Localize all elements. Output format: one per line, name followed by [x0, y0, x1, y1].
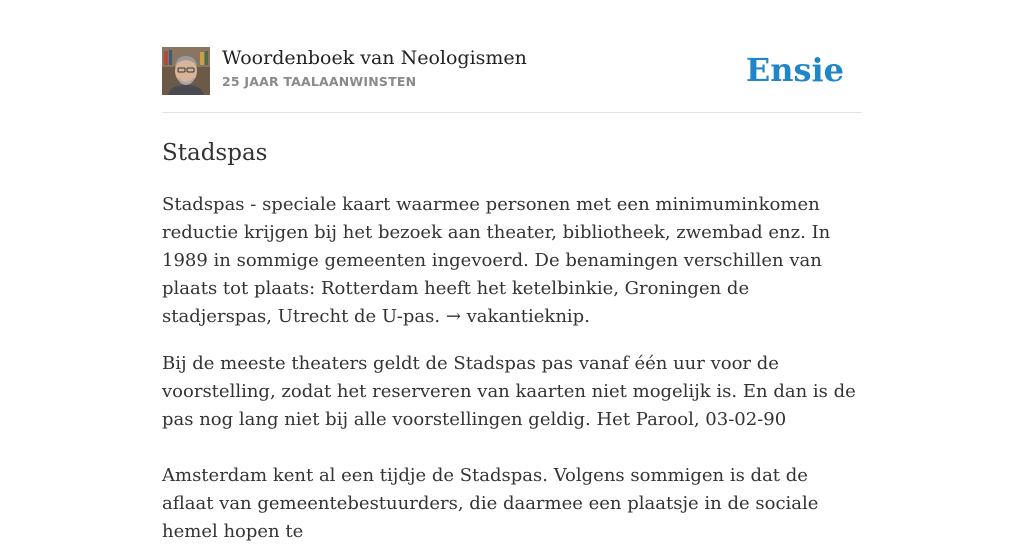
arrow-right-icon: →	[445, 306, 461, 327]
citation-quote: Amsterdam kent al een tijdje de Stadspas. Volgens sommigen is dat de aflaat van gemeentebestuurders, die daarmee een plaatsje in de sociale hemel hopen te	[162, 465, 819, 542]
entry-definition	[162, 191, 862, 331]
source-title[interactable]: Woordenboek van Neologismen	[222, 47, 527, 69]
citation-quote: Bij de meeste theaters geldt de Stadspas pas vanaf één uur voor de voorstelling, zodat het reserveren van kaarten niet mogelijk is. En dan is de pas nog lang niet bij alle voorstellingen geldig. Het Parool, 03-02-90	[162, 353, 856, 430]
source-info	[222, 45, 527, 91]
source-header	[162, 0, 862, 113]
source-subtitle: 25 JAAR TAALAANWINSTEN	[222, 74, 417, 89]
definition-text: Stadspas - speciale kaart waarmee personen met een minimuminkomen reductie krijgen bij het bezoek aan theater, bibliotheek, zwembad enz. In 1989 in sommige gemeenten ingevoerd. De benamingen verschillen van plaats tot plaats: Rotterdam heeft het ketelbinkie, Groningen de stadjerspas, Utrecht de U-pas.	[162, 194, 831, 327]
author-portrait-icon	[162, 47, 210, 95]
ensie-logo[interactable]: Ensie	[745, 51, 844, 89]
author-avatar[interactable]	[162, 47, 210, 95]
see-also-link[interactable]: vakantieknip.	[466, 306, 590, 327]
entry-title: Stadspas	[162, 140, 268, 166]
page	[162, 0, 862, 546]
